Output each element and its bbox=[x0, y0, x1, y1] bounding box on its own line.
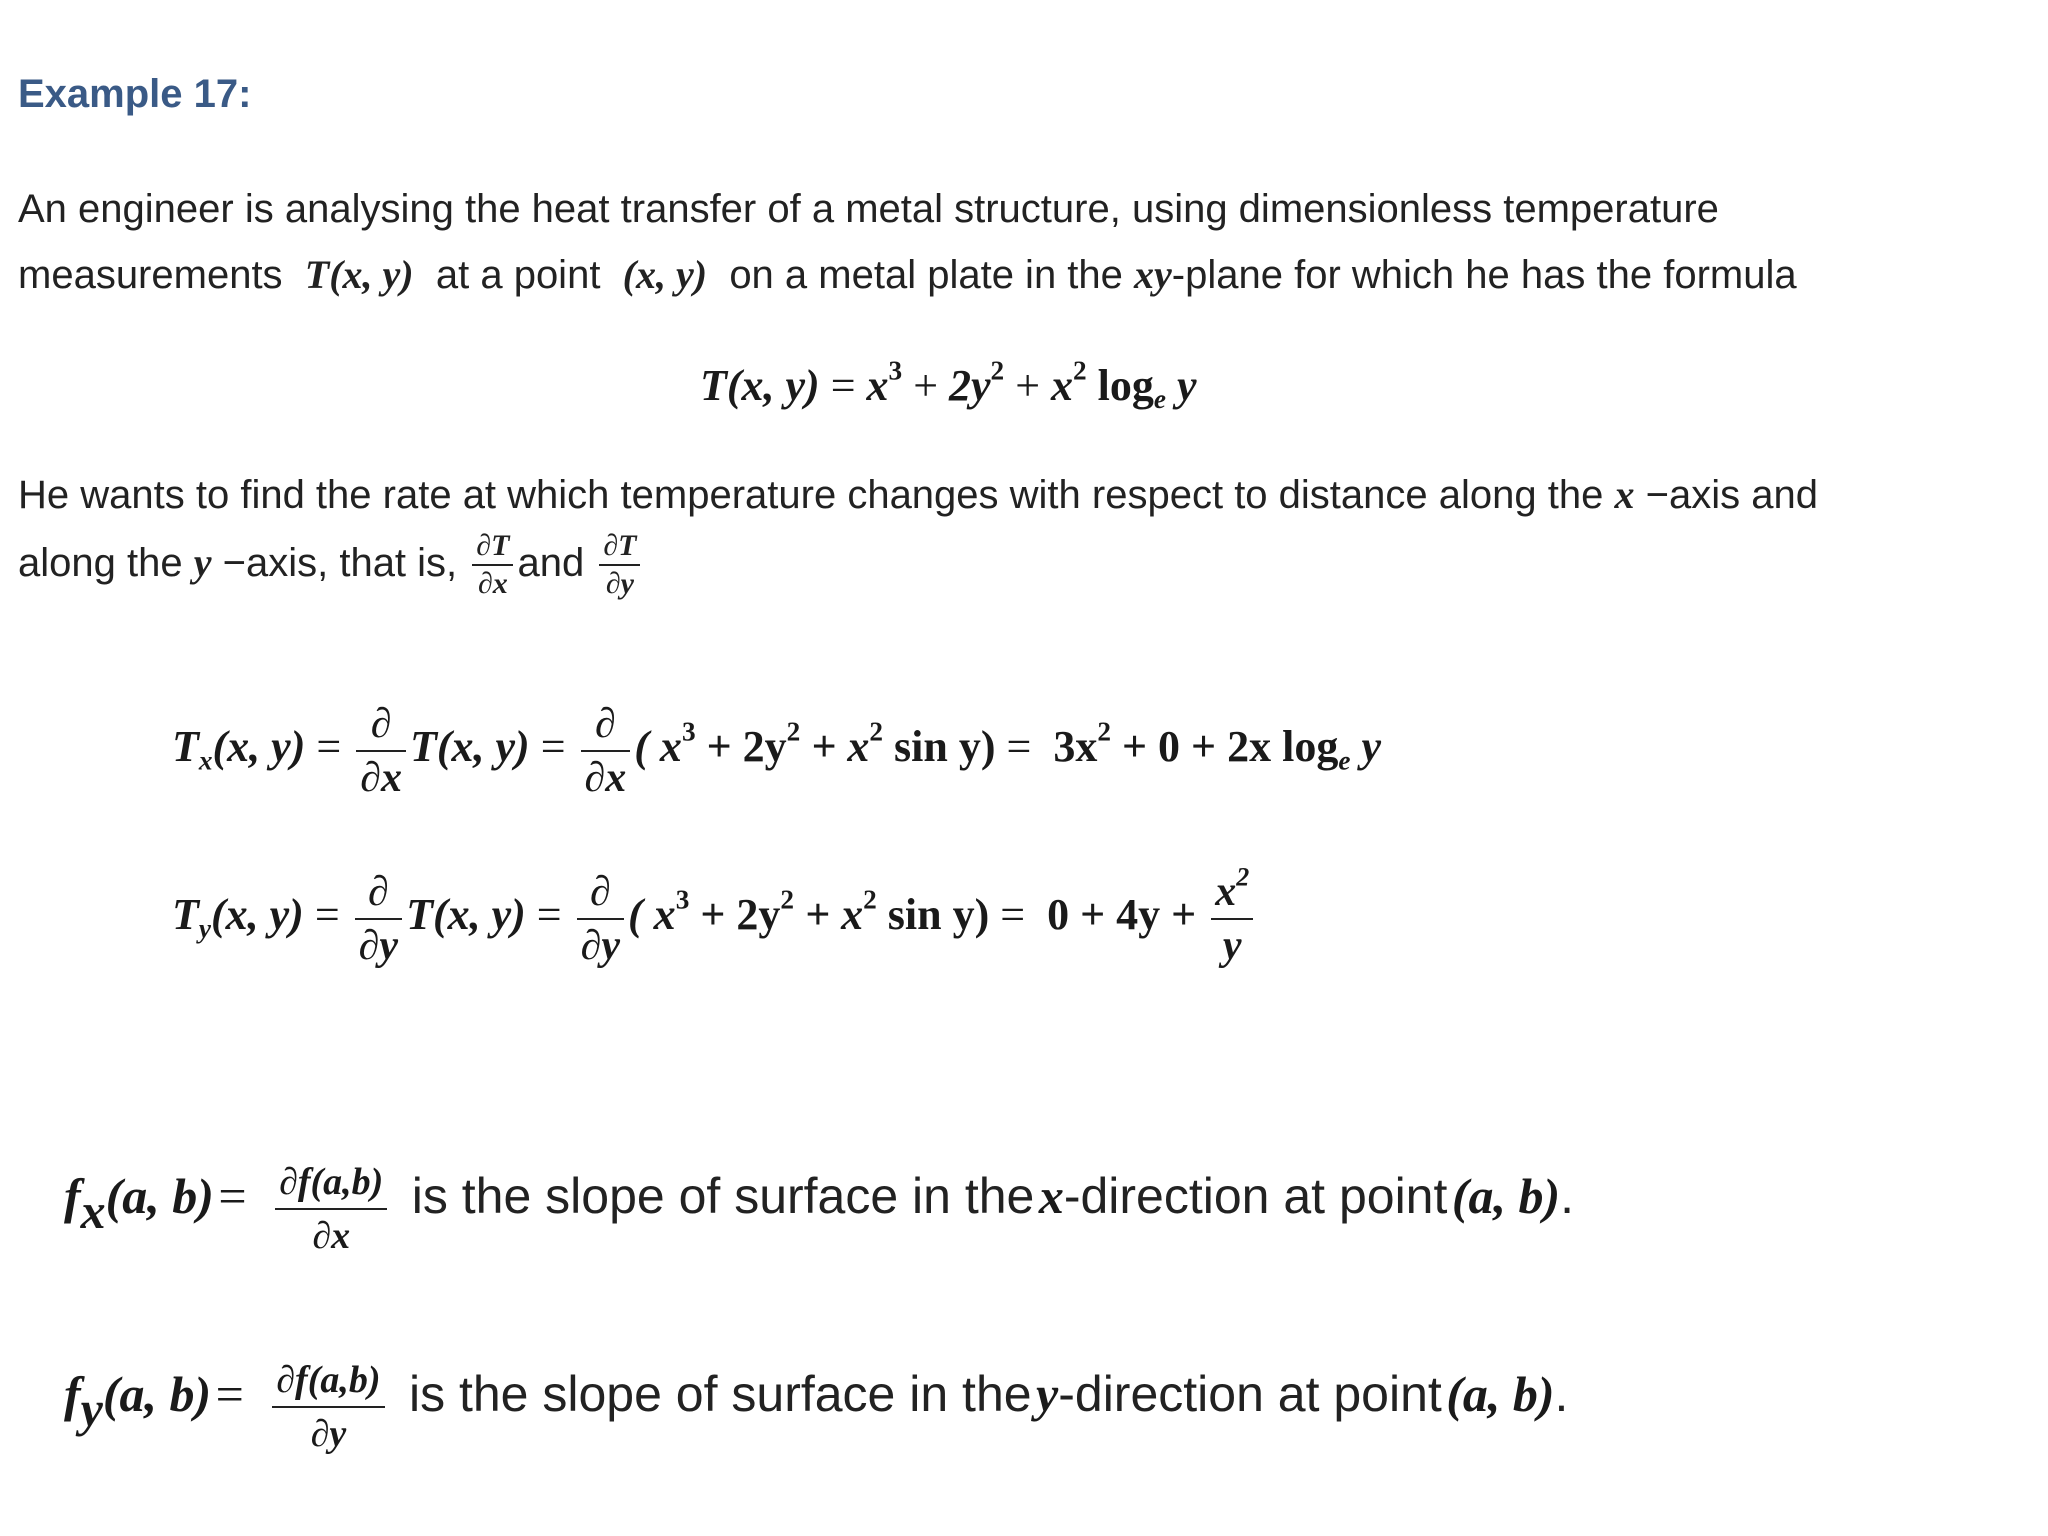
ty-eq1: = bbox=[314, 890, 340, 940]
ty-eq2: = bbox=[536, 890, 562, 940]
tx-d2-num: ∂ bbox=[595, 701, 616, 747]
fy-fraction bbox=[272, 1356, 384, 1458]
tx-result-b: + 0 + 2x log bbox=[1121, 722, 1339, 772]
formula-2y-exp: 2 bbox=[990, 355, 1005, 386]
fx-text-b: -direction at point bbox=[1063, 1168, 1448, 1225]
fx-sub: x bbox=[80, 1183, 106, 1240]
fy-den: ∂y bbox=[272, 1406, 384, 1458]
tx-exp2a: 2 bbox=[786, 716, 801, 747]
fy-text-a: is the slope of surface in the bbox=[408, 1366, 1032, 1423]
ty-frac-num-exp: 2 bbox=[1236, 862, 1250, 892]
fy-num: ∂f(a,b) bbox=[276, 1359, 381, 1401]
fx-end: . bbox=[1560, 1168, 1575, 1225]
fx-text-a: is the slope of surface in the bbox=[411, 1168, 1035, 1225]
question-line-1 bbox=[18, 462, 1818, 528]
formula-plus2: + bbox=[1015, 361, 1041, 410]
tx-paren: ( x bbox=[634, 722, 682, 772]
fx-den: ∂x bbox=[275, 1208, 387, 1260]
fy-point: (a, b) bbox=[1446, 1366, 1555, 1423]
formula-x-exp: 3 bbox=[888, 355, 903, 386]
dT-dy-fraction bbox=[599, 530, 640, 600]
ty-result-fraction bbox=[1211, 862, 1253, 970]
example-heading: Example 17: bbox=[18, 72, 252, 116]
question-var-y: y bbox=[193, 540, 212, 585]
formula-log-arg: y bbox=[1177, 361, 1197, 410]
intro-text-2a: measurements bbox=[18, 253, 283, 297]
question-and: and bbox=[517, 541, 585, 585]
dT-dy-den: ∂y bbox=[599, 564, 640, 600]
ty-paren: ( x bbox=[628, 890, 676, 940]
ty-d-num: ∂ bbox=[367, 869, 389, 915]
tx-d-num: ∂ bbox=[370, 701, 392, 747]
formula-x: x bbox=[866, 361, 889, 410]
dT-dx-num: ∂T bbox=[476, 529, 510, 563]
tx-T: T(x, y) bbox=[409, 722, 530, 772]
tx-eq2: = bbox=[540, 722, 566, 772]
fy-args: (a, b) bbox=[102, 1366, 212, 1423]
ty-exp2b: 2 bbox=[863, 884, 877, 915]
fx-point: (a, b) bbox=[1451, 1168, 1561, 1225]
definition-fy bbox=[64, 1356, 1568, 1458]
tx-result-exp: 2 bbox=[1097, 716, 1111, 747]
ty-frac-num-base: x bbox=[1215, 869, 1237, 915]
tx-lhs-args: (x, y) bbox=[212, 722, 306, 772]
tx-sin: sin y) bbox=[894, 722, 996, 772]
question-line-2 bbox=[18, 530, 644, 600]
tx-d-den: ∂x bbox=[356, 750, 406, 802]
fx-args: (a, b) bbox=[105, 1168, 214, 1225]
ty-result-a: 0 + 4y + bbox=[1047, 890, 1197, 940]
dT-dy-num: ∂T bbox=[603, 529, 637, 563]
question-text-2a: along the bbox=[18, 541, 183, 585]
ty-plus-x: + x bbox=[805, 890, 864, 940]
tx-d2-fraction bbox=[581, 700, 631, 802]
intro-plane-xy: xy bbox=[1134, 252, 1172, 297]
ty-d2-fraction bbox=[577, 868, 624, 970]
tx-eq1: = bbox=[316, 722, 342, 772]
ty-lhs-sub: y bbox=[198, 913, 211, 944]
ty-d2-num: ∂ bbox=[589, 869, 611, 915]
fy-sub: y bbox=[80, 1381, 103, 1438]
tx-exp3: 3 bbox=[681, 716, 696, 747]
question-text-1a: He wants to find the rate at which temperature changes with respect to distance along the bbox=[18, 473, 1604, 517]
ty-sin: sin y) bbox=[887, 890, 990, 940]
tx-eq3: = bbox=[1006, 722, 1032, 772]
ty-eq3: = bbox=[1000, 890, 1026, 940]
ty-exp2a: 2 bbox=[780, 884, 795, 915]
ty-frac-den: y bbox=[1211, 918, 1253, 970]
tx-exp2b: 2 bbox=[869, 716, 884, 747]
tx-lhs: T bbox=[172, 722, 199, 772]
fx-dir: x bbox=[1038, 1168, 1064, 1225]
intro-T-xy: T(x, y) bbox=[304, 252, 414, 297]
ty-exp3: 3 bbox=[675, 884, 690, 915]
intro-point-xy: (x, y) bbox=[622, 252, 708, 297]
fy-eq: = bbox=[215, 1366, 244, 1423]
formula-plus1: + bbox=[913, 361, 939, 410]
dT-dx-fraction bbox=[472, 530, 513, 600]
fy-end: . bbox=[1554, 1366, 1569, 1423]
ty-frac-num bbox=[1211, 862, 1253, 918]
fx-eq: = bbox=[218, 1168, 247, 1225]
dT-dx-den: ∂x bbox=[472, 564, 513, 600]
question-text-2b: −axis, that is, bbox=[222, 541, 458, 585]
tx-result-base: e bbox=[1338, 745, 1351, 776]
intro-line-2 bbox=[18, 242, 1797, 308]
intro-text-2d: -plane for which he has the formula bbox=[1171, 253, 1797, 297]
formula-eq: = bbox=[830, 361, 856, 410]
tx-plus-x: + x bbox=[811, 722, 870, 772]
fy-text-b: -direction at point bbox=[1058, 1366, 1442, 1423]
intro-line-1 bbox=[18, 176, 1719, 242]
formula-x2-exp: 2 bbox=[1073, 355, 1087, 386]
tx-lhs-sub: x bbox=[198, 745, 213, 776]
formula-log-base: e bbox=[1153, 384, 1166, 415]
tx-result-a: 3x bbox=[1053, 722, 1098, 772]
fy-dir: y bbox=[1036, 1366, 1059, 1423]
ty-d-fraction bbox=[355, 868, 402, 970]
question-var-x: x bbox=[1614, 472, 1635, 517]
ty-plus-2y: + 2y bbox=[700, 890, 781, 940]
tx-plus-2y: + 2y bbox=[706, 722, 787, 772]
definition-fx bbox=[64, 1158, 1574, 1260]
fx-num: ∂f(a,b) bbox=[279, 1161, 384, 1203]
question-text-1b: −axis and bbox=[1645, 473, 1818, 517]
formula-log: log bbox=[1097, 361, 1154, 410]
tx-d-fraction bbox=[356, 700, 406, 802]
equation-ty bbox=[172, 862, 1257, 970]
formula-lhs: T(x, y) bbox=[700, 361, 820, 410]
ty-lhs-args: (x, y) bbox=[211, 890, 304, 940]
fx-fraction bbox=[275, 1158, 387, 1260]
intro-text-1: An engineer is analysing the heat transfer of a metal structure, using dimensionless temperature bbox=[18, 187, 1719, 231]
ty-d-den: ∂y bbox=[355, 918, 402, 970]
tx-d2-den: ∂x bbox=[581, 750, 631, 802]
ty-lhs: T bbox=[172, 890, 199, 940]
tx-result-c: y bbox=[1361, 722, 1381, 772]
formula bbox=[700, 355, 1197, 415]
equation-tx bbox=[172, 700, 1381, 802]
ty-T: T(x, y) bbox=[406, 890, 526, 940]
formula-2y: 2y bbox=[949, 361, 991, 410]
intro-text-2b: at a point bbox=[435, 253, 601, 297]
fx-f: f bbox=[64, 1168, 81, 1225]
fy-f: f bbox=[64, 1366, 81, 1423]
ty-d2-den: ∂y bbox=[577, 918, 624, 970]
intro-text-2c: on a metal plate in the bbox=[729, 253, 1123, 297]
formula-x2: x bbox=[1051, 361, 1074, 410]
